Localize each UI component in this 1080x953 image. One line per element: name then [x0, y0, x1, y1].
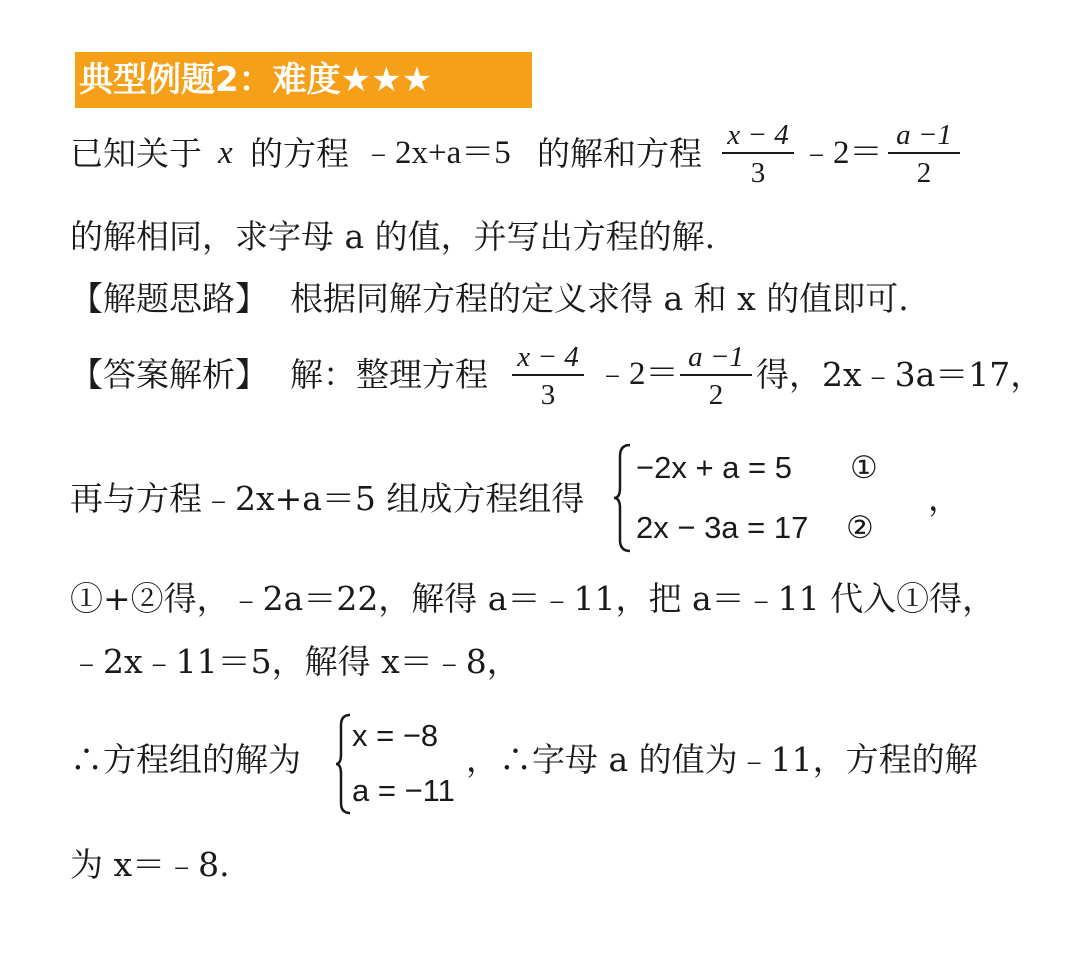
problem-minus-two: ﹣2＝ — [800, 135, 883, 171]
answer-line-1-text: 解：整理方程 — [290, 355, 488, 394]
problem-variable-x: x — [218, 135, 233, 171]
answer-fraction-2 — [680, 342, 752, 410]
system-1-mark-2: ② — [846, 510, 874, 545]
fraction-1-bar — [722, 152, 794, 154]
answer-fraction-1-bar — [512, 374, 584, 376]
answer-fraction-1 — [512, 342, 584, 410]
answer-line-2-text: 再与方程﹣2x+a＝5 组成方程组得 — [70, 479, 585, 518]
fraction-2-numerator: a −1 — [896, 119, 952, 151]
system-1-mark-1: ① — [850, 450, 878, 485]
fraction-2-bar — [888, 152, 960, 154]
problem-line-1-prefix: 已知关于 — [70, 134, 202, 173]
hint-label: 【解题思路】 — [70, 279, 268, 318]
answer-line-3: ①+②得，﹣2a＝22，解得 a＝﹣11，把 a＝﹣11 代入①得， — [70, 579, 996, 618]
answer-fraction-2-bar — [680, 374, 752, 376]
system-2-equation-1: x = −8 — [352, 718, 439, 753]
problem-line-2: 的解相同，求字母 a 的值，并写出方程的解. — [70, 217, 716, 256]
answer-line-6: 为 x＝﹣8. — [70, 845, 230, 884]
problem-line-1-mid: 的方程 — [250, 134, 349, 173]
fraction-1-numerator: x − 4 — [727, 119, 789, 151]
answer-line-2-comma: ， — [928, 479, 961, 518]
answer-line-5-tail: ，∴字母 a 的值为﹣11，方程的解 — [466, 740, 978, 779]
problem-line-1-mid2: 的解和方程 — [537, 134, 702, 173]
system-1-brace — [612, 442, 634, 558]
hint-text: 根据同解方程的定义求得 a 和 x 的值即可. — [290, 279, 909, 318]
answer-label: 【答案解析】 — [70, 355, 268, 394]
system-1-equation-2: 2x − 3a = 17 — [636, 510, 809, 545]
answer-line-1-tail: 得，2x﹣3a＝17， — [756, 355, 1044, 394]
answer-minus-two: ﹣2＝ — [596, 356, 679, 392]
fraction-1-denominator: 3 — [750, 157, 766, 189]
problem-fraction-2 — [888, 120, 960, 188]
problem-fraction-1 — [722, 120, 794, 188]
system-1-equation-1: −2x + a = 5 — [636, 450, 792, 485]
answer-line-4: ﹣2x﹣11＝5，解得 x＝﹣8， — [70, 642, 520, 681]
problem-equation-1: ﹣2x+a＝5 — [362, 135, 511, 171]
answer-fraction-2-denominator: 2 — [708, 379, 724, 411]
system-2-equation-2: a = −11 — [352, 773, 455, 808]
answer-fraction-1-numerator: x − 4 — [517, 341, 579, 373]
answer-fraction-2-numerator: a −1 — [688, 341, 744, 373]
answer-line-5-text: ∴方程组的解为 — [70, 740, 301, 779]
answer-fraction-1-denominator: 3 — [540, 379, 556, 411]
example-title-banner: 典型例题2：难度★★★ — [75, 52, 532, 108]
fraction-2-denominator: 2 — [916, 157, 932, 189]
system-2-brace — [334, 712, 354, 820]
